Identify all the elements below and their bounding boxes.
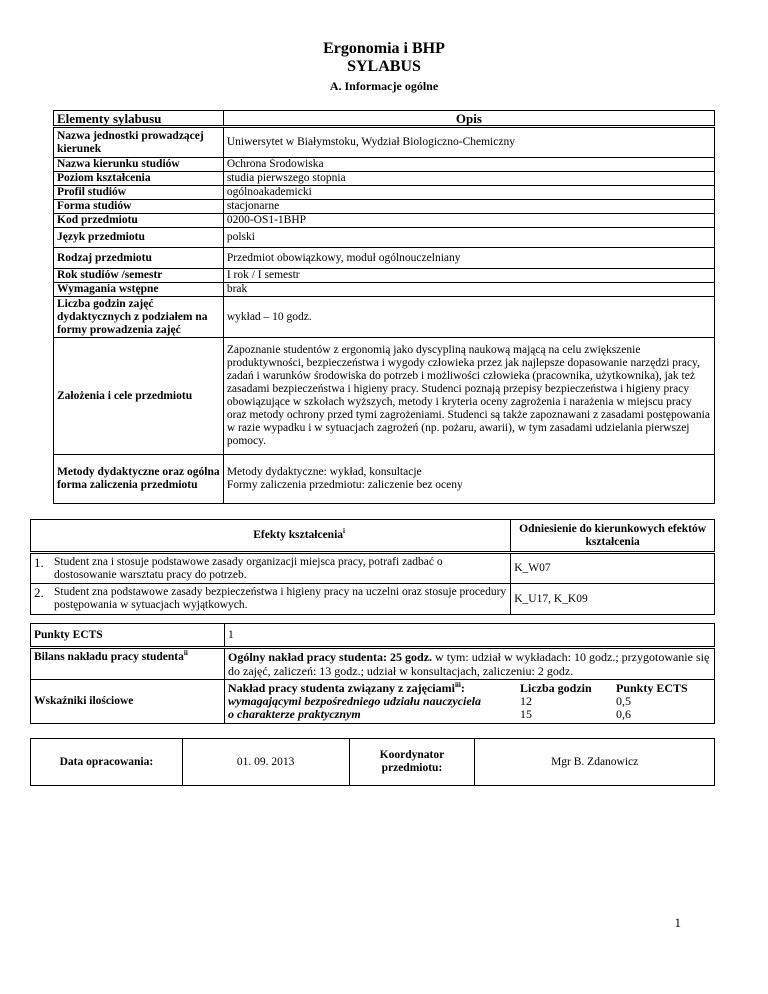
footnote-ref: iii <box>454 681 461 689</box>
outcomes-reference-header: Odniesienie do kierunkowych efektów kształcenia <box>511 520 715 553</box>
ects-points-header: Punkty ECTS <box>616 681 688 695</box>
outcome-number: 1. <box>34 554 44 570</box>
outcomes-header-row <box>31 520 715 553</box>
coordinator-value: Mgr B. Zdanowicz <box>475 739 715 786</box>
row-value: Uniwersytet w Białymstoku, Wydział Biologiczno-Chemiczny <box>223 127 714 158</box>
col-header-description: Opis <box>223 111 714 127</box>
hours-header: Liczba godzin <box>520 681 592 695</box>
document-title: Ergonomia i BHP <box>323 40 445 57</box>
indicators-label: Wskaźniki ilościowe <box>31 680 225 724</box>
row-value: brak <box>223 283 714 297</box>
table-row <box>54 283 715 297</box>
col-header-elements: Elementy sylabusu <box>54 111 224 127</box>
table-header-row <box>54 111 715 127</box>
outcome-reference: K_W07 <box>511 553 715 584</box>
table-row <box>54 455 715 504</box>
syllabus-table <box>53 110 715 504</box>
row-value: I rok / I semestr <box>223 269 714 283</box>
date-value: 01. 09. 2013 <box>182 739 349 786</box>
table-row <box>31 648 715 680</box>
outcomes-table <box>30 519 715 615</box>
hours-value: 12 <box>520 694 532 708</box>
outcome-number: 2. <box>34 585 44 600</box>
row-value: 0200-OS1-1BHP <box>223 214 714 228</box>
outcomes-header <box>31 520 511 553</box>
table-row <box>54 214 715 228</box>
teaching-methods: Metody dydaktyczne: wykład, konsultacje <box>226 466 422 478</box>
row-label: Profil studiów <box>54 186 224 200</box>
ects-table <box>30 623 715 724</box>
outcome-text: Student zna podstawowe zasady bezpieczeństwa i higieny pracy na uczelni oraz stosuje procedury postępowania w sytuacjach wyjątkowych. <box>54 586 507 611</box>
indicators-value <box>225 680 715 724</box>
row-label: Poziom kształcenia <box>54 172 224 186</box>
ects-value: 1 <box>225 624 715 648</box>
ects-points-value: 0,5 <box>616 694 631 708</box>
table-row <box>31 624 715 648</box>
coordinator-label: Koordynator przedmiotu: <box>349 739 475 786</box>
workload-line-1-text: Nakład pracy studenta związany z zajęciami <box>228 681 455 695</box>
document-subtitle: SYLABUS <box>347 58 421 75</box>
hours-value: 15 <box>520 707 532 721</box>
table-row <box>54 228 715 248</box>
outcome-reference: K_U17, K_K09 <box>511 584 715 615</box>
row-label: Nazwa jednostki prowadzącej kierunek <box>54 127 224 158</box>
table-row <box>54 172 715 186</box>
total-workload: Ogólny nakład pracy studenta: 25 godz. <box>228 650 433 664</box>
workload-line-2: wymagającymi bezpośredniego udziału nauczyciela <box>228 694 481 708</box>
table-row <box>31 680 715 724</box>
row-label: Forma studiów <box>54 200 224 214</box>
workload-line-1-colon: : <box>460 681 465 695</box>
balance-label: Bilans nakładu pracy studenta <box>34 651 184 663</box>
outcomes-header-text: Efekty kształcenia <box>253 529 344 541</box>
footnote-ref: i <box>343 527 345 536</box>
table-row <box>54 297 715 338</box>
outcome-item <box>31 553 511 584</box>
table-row <box>54 248 715 269</box>
ects-points-value: 0,6 <box>616 707 631 721</box>
workload-breakdown: w tym: udział w wykładach: 10 godz.; przygotowanie się do zajęć, zaliczeń: 13 godz.; udział w konsultacjach, zaliczeniu: 2 godz. <box>228 650 710 678</box>
row-label: Metody dydaktyczne oraz ogólna forma zaliczenia przedmiotu <box>54 455 224 504</box>
row-value: wykład – 10 godz. <box>223 297 714 338</box>
row-label: Kod przedmiotu <box>54 214 224 228</box>
row-label: Rok studiów /semestr <box>54 269 224 283</box>
table-row <box>54 200 715 214</box>
row-value: Przedmiot obowiązkowy, moduł ogólnouczelniany <box>223 248 714 269</box>
assessment-form: Formy zaliczenia przedmiotu: zaliczenie bez oceny <box>226 479 463 491</box>
balance-label-cell <box>31 648 225 680</box>
footnote-ref: ii <box>183 649 188 658</box>
row-label: Liczba godzin zajęć dydaktycznych z podziałem na formy prowadzenia zajęć <box>54 297 224 338</box>
outcome-item <box>31 584 511 615</box>
row-value: Zapoznanie studentów z ergonomią jako dyscypliną naukową mającą na celu zwiększenie produktywności, bezpieczeństwa i wygody człowieka przez jak najlepsze dopasowanie narzędzi pracy, zadań i warunków środowiska do potrzeb i możliwości człowieka (pracownika, użytkownika), jak też zasadami bezpieczeństwa i higieny pracy. Studenci poznają przepisy bezpieczeństwa i higieny pracy obowiązujące w szkołach wyższych, metody i kryteria oceny zagrożenia i narażenia w miejscu pracy oraz metody ochrony przed tymi zagrożeniami. Studenci są także zapoznawani z zasadami postępowania w razie wypadku i w sytuacjach zagrożeń (np. pożaru, awarii), w tym zasadami udzielania pierwszej pomocy. <box>223 338 714 455</box>
ects-label: Punkty ECTS <box>31 624 225 648</box>
table-row <box>31 739 715 786</box>
page-number: 1 <box>674 915 681 930</box>
row-value: Ochrona Środowiska <box>223 158 714 172</box>
row-value <box>223 455 714 504</box>
row-label: Nazwa kierunku studiów <box>54 158 224 172</box>
outcome-text: Student zna i stosuje podstawowe zasady organizacji miejsca pracy, potrafi zadbać o dostosowanie warsztatu pracy do potrzeb. <box>54 555 443 581</box>
footer-table <box>30 738 715 786</box>
row-label: Rodzaj przedmiotu <box>54 248 224 269</box>
date-label: Data opracowania: <box>31 739 183 786</box>
table-row <box>54 269 715 283</box>
row-value: polski <box>223 228 714 248</box>
row-label: Język przedmiotu <box>54 228 224 248</box>
row-value: studia pierwszego stopnia <box>223 172 714 186</box>
workload-line-3: o charakterze praktycznym <box>228 707 361 721</box>
row-label: Założenia i cele przedmiotu <box>54 338 224 455</box>
row-label: Wymagania wstępne <box>54 283 224 297</box>
balance-value <box>225 648 715 680</box>
table-row <box>31 553 715 584</box>
row-value: ogólnoakademicki <box>223 186 714 200</box>
table-row <box>54 338 715 455</box>
table-row <box>31 584 715 615</box>
table-row <box>54 127 715 158</box>
section-heading: A. Informacje ogólne <box>329 79 439 93</box>
table-row <box>54 186 715 200</box>
row-value: stacjonarne <box>223 200 714 214</box>
table-row <box>54 158 715 172</box>
